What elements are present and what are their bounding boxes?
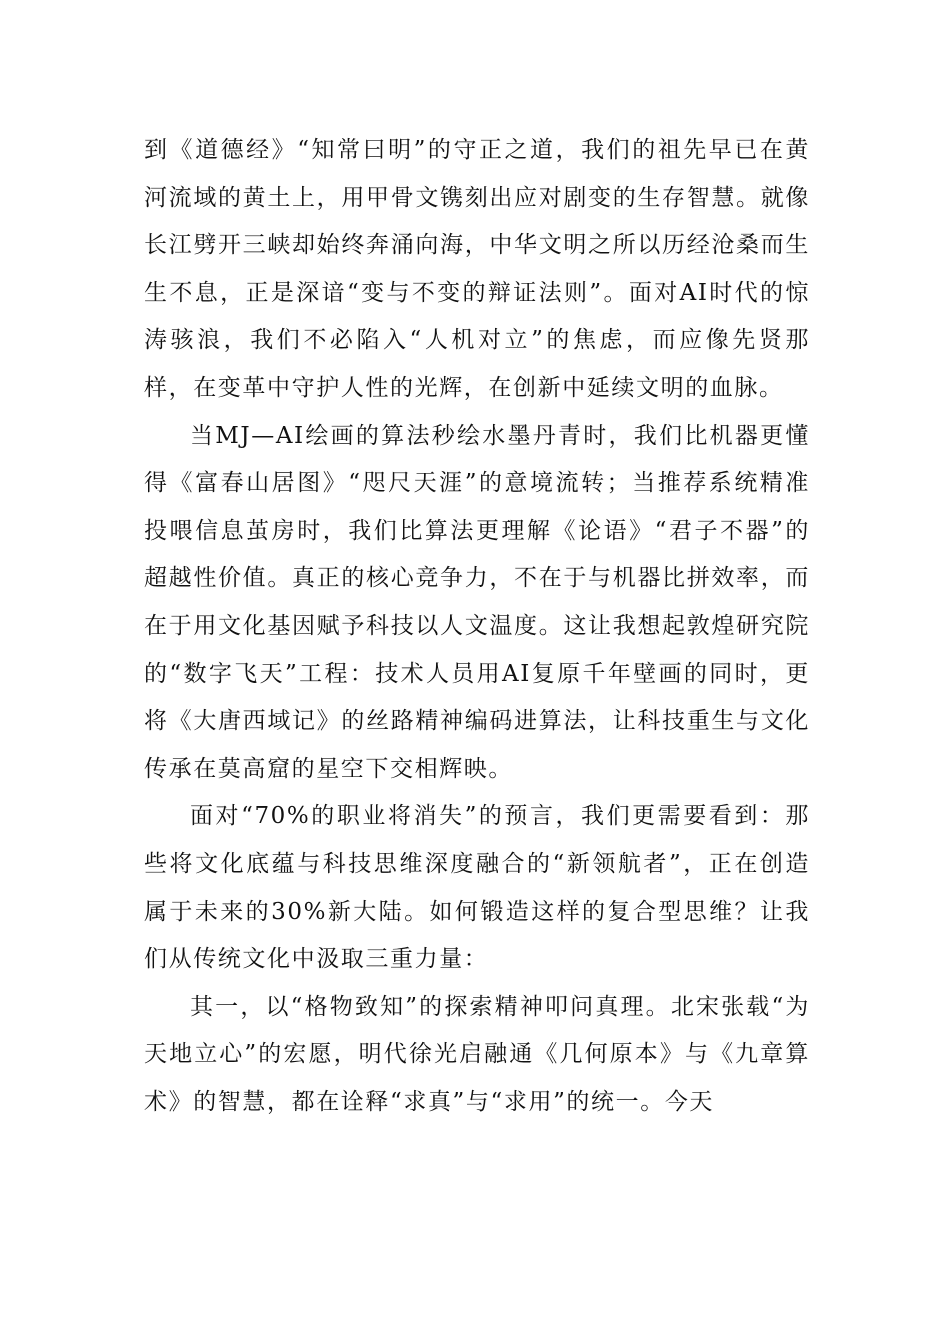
- paragraph-4: 其一，以“格物致知”的探索精神叩问真理。北宋张载“为天地立心”的宏愿，明代徐光启融通《几何原本》与《九章算术》的智慧，都在诠释“求真”与“求用”的统一。今天: [144, 993, 810, 1115]
- document-body: [144, 127, 810, 1126]
- paragraph-1: 到《道德经》“知常曰明”的守正之道，我们的祖先早已在黄河流域的黄土上，用甲骨文镌刻出应对剧变的生存智慧。就像长江劈开三峡却始终奔涌向海，中华文明之所以历经沧桑而生生不息，正是深谙“变与不变的辩证法则”。面对AI时代的惊涛骇浪，我们不必陷入“人机对立”的焦虑，而应像先贤那样，在变革中守护人性的光辉，在创新中延续文明的血脉。: [144, 137, 810, 401]
- paragraph-2: 当MJ—AI绘画的算法秒绘水墨丹青时，我们比机器更懂得《富春山居图》“咫尺天涯”的意境流转；当推荐系统精准投喂信息茧房时，我们比算法更理解《论语》“君子不器”的超越性价值。真正的核心竞争力，不在于与机器比拼效率，而在于用文化基因赋予科技以人文温度。这让我想起敦煌研究院的“数字飞天”工程：技术人员用AI复原千年壁画的同时，更将《大唐西域记》的丝路精神编码进算法，让科技重生与文化传承在莫高窟的星空下交相辉映。: [144, 422, 810, 782]
- paragraph-3: 面对“70%的职业将消失”的预言，我们更需要看到：那些将文化底蕴与科技思维深度融合的“新领航者”，正在创造属于未来的30%新大陆。如何锻造这样的复合型思维？让我们从传统文化中汲取三重力量：: [144, 803, 810, 973]
